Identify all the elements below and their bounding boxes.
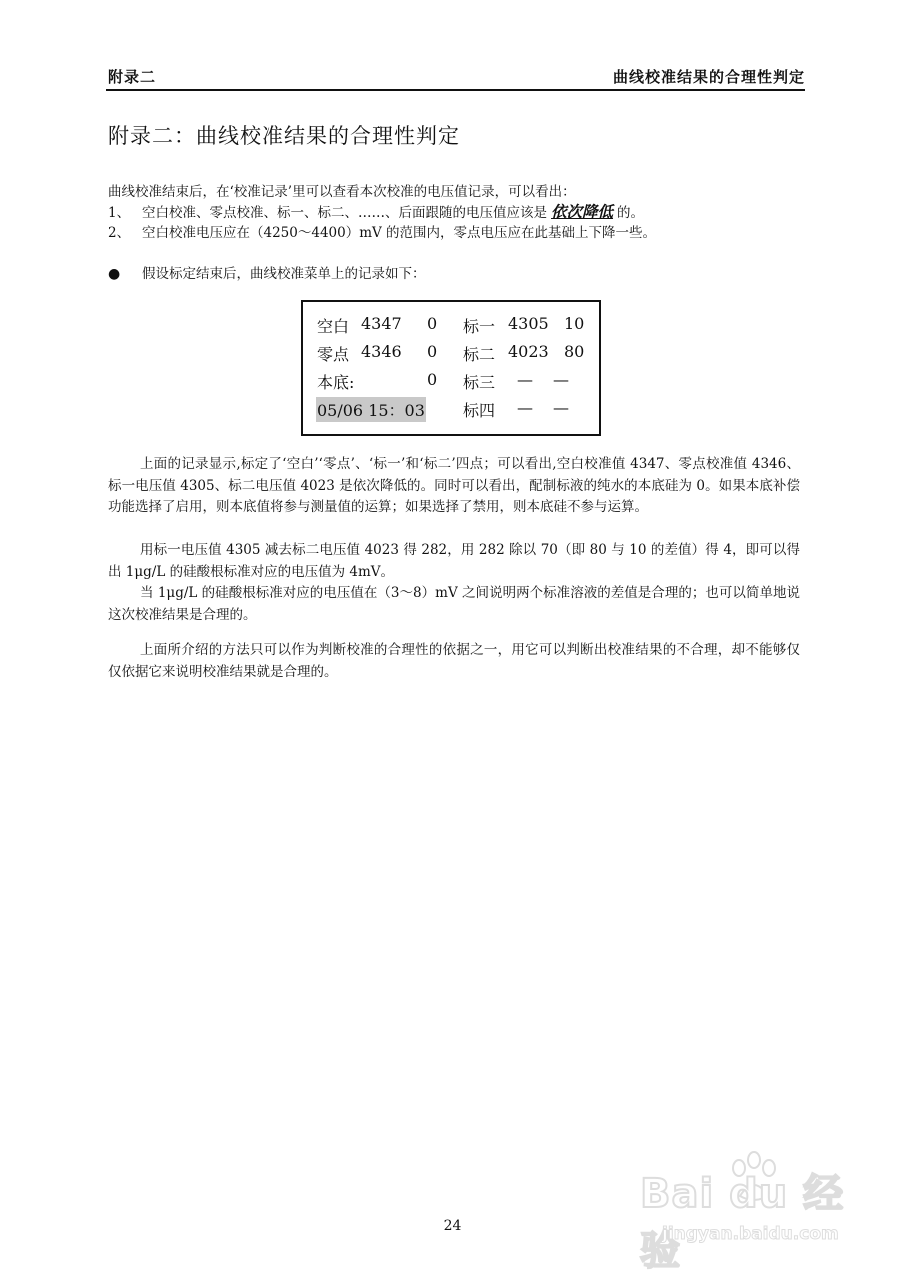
record-value: 4347 bbox=[361, 314, 402, 333]
calibration-record-box bbox=[301, 300, 601, 436]
header-right: 曲线校准结果的合理性判定 bbox=[612, 68, 805, 86]
paragraph-2: 用标一电压值 4305 减去标二电压值 4023 得 282，用 282 除以 70（即 80 与 10 的差值）得 4，即可以得出 1μg/L 的硅酸根标准对应的电压值为 4mV。 bbox=[108, 542, 800, 580]
record-date: 05/06 15：03 bbox=[316, 397, 426, 422]
watermark-url: jingyan.baidu.com bbox=[662, 1224, 839, 1244]
list-number: 2、 bbox=[108, 225, 131, 241]
record-label: 标四 bbox=[463, 401, 496, 420]
page-title: 附录二：曲线校准结果的合理性判定 bbox=[108, 124, 460, 148]
list-item-2 bbox=[108, 221, 656, 241]
record-value: 4305 bbox=[508, 314, 549, 333]
record-value: 4023 bbox=[508, 342, 549, 361]
record-label: 本底: bbox=[317, 373, 355, 392]
list-text-after: 的。 bbox=[617, 205, 645, 221]
record-value: 10 bbox=[564, 314, 585, 333]
record-label: 标二 bbox=[463, 345, 496, 364]
record-value: — bbox=[553, 370, 569, 389]
record-value: — bbox=[553, 398, 569, 417]
bullet-icon: ● bbox=[108, 266, 121, 282]
list-text-before: 空白校准、零点校准、标一、标二、……、后面跟随的电压值应该是 bbox=[142, 205, 547, 221]
list-text: 空白校准电压应在（4250～4400）mV 的范围内，零点电压应在此基础上下降一些。 bbox=[142, 225, 657, 241]
record-value: — bbox=[517, 370, 533, 389]
header-left: 附录二 bbox=[108, 68, 157, 86]
record-value: 0 bbox=[427, 342, 438, 361]
page-number: 24 bbox=[443, 1218, 462, 1234]
paragraph-3: 当 1μg/L 的硅酸根标准对应的电压值在（3～8）mV 之间说明两个标准溶液的差值是合理的；也可以简单地说这次校准结果是合理的。 bbox=[108, 585, 800, 623]
watermark-brand: Bai du 经验 bbox=[640, 1171, 845, 1274]
record-value: 80 bbox=[564, 342, 585, 361]
record-label: 空白 bbox=[317, 317, 350, 336]
record-value: 0 bbox=[427, 314, 438, 333]
record-value: 4346 bbox=[361, 342, 402, 361]
emphasis-text: 依次降低 bbox=[551, 202, 614, 221]
record-label: 零点 bbox=[317, 345, 350, 364]
list-number: 1、 bbox=[108, 205, 131, 221]
record-value: 0 bbox=[427, 370, 438, 389]
bullet-text: 假设标定结束后，曲线校准菜单上的记录如下： bbox=[142, 266, 426, 282]
list-item-1 bbox=[108, 200, 644, 222]
paragraph-4: 上面所介绍的方法只可以作为判断校准的合理性的依据之一，用它可以判断出校准结果的不合理，却不能够仅仅依据它来说明校准结果就是合理的。 bbox=[108, 642, 800, 680]
header-rule bbox=[106, 89, 805, 91]
bullet-line bbox=[108, 262, 426, 282]
intro-text: 曲线校准结束后，在‘校准记录’里可以查看本次校准的电压值记录，可以看出： bbox=[108, 184, 576, 200]
record-label: 标三 bbox=[463, 373, 496, 392]
record-value: — bbox=[517, 398, 533, 417]
paragraph-1: 上面的记录显示,标定了‘空白’‘零点’、‘标一’和‘标二’四点；可以看出,空白校准值 4347、零点校准值 4346、标一电压值 4305、标二电压值 4023 是依次降低的。同时可以看出，配制标液的纯水的本底硅为 0。如果本底补偿功能选择了启用，则本底值将参与测量值的运算；如果选择了禁用，则本底硅不参与运算。 bbox=[108, 456, 800, 515]
record-label: 标一 bbox=[463, 317, 496, 336]
baidu-watermark bbox=[640, 1150, 870, 1274]
